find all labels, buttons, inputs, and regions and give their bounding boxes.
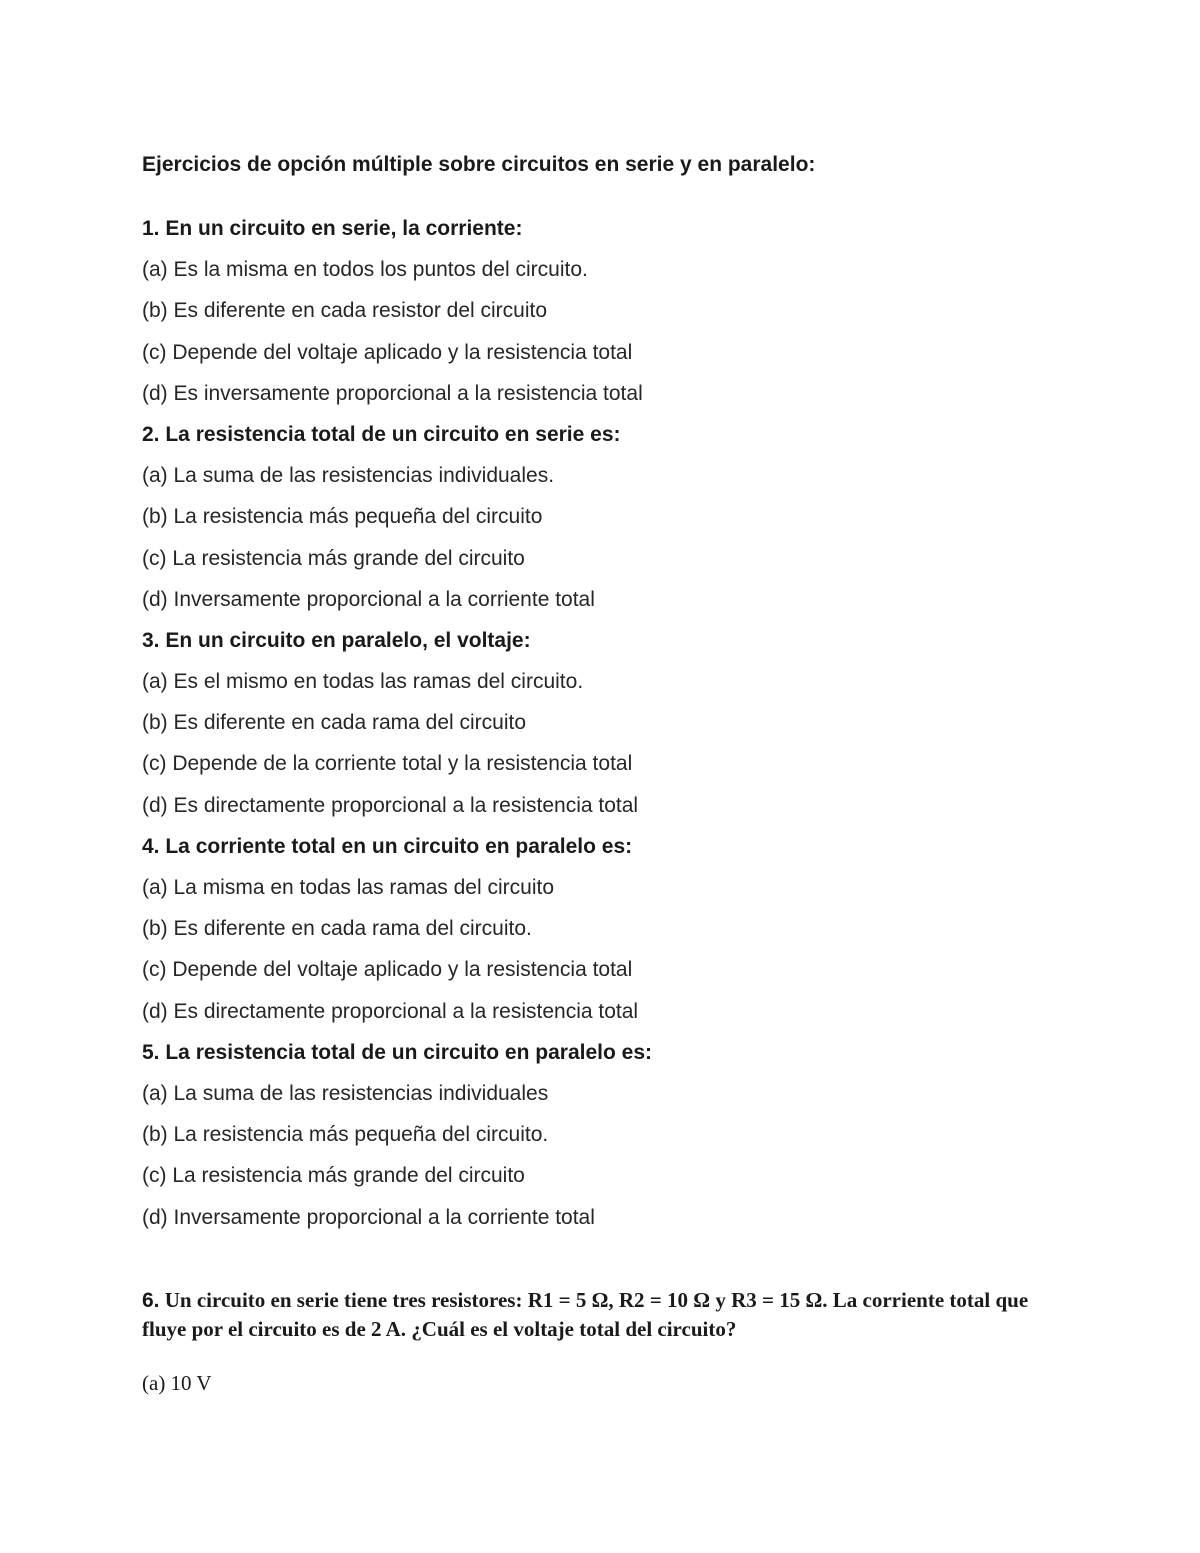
question-title: 3. En un circuito en paralelo, el voltaje:	[142, 628, 531, 652]
question-title: 1. En un circuito en serie, la corriente:	[142, 217, 523, 240]
question-4	[142, 832, 652, 1038]
option-b: (b) Es diferente en cada rama del circuito.	[142, 917, 532, 941]
option-c: (c) La resistencia más grande del circuito	[142, 546, 525, 570]
option-a: (a) La suma de las resistencias individuales	[142, 1081, 549, 1105]
question-1	[142, 214, 652, 420]
question-6-number: 6.	[142, 1289, 160, 1312]
option-b: (b) La resistencia más pequeña del circuito	[142, 505, 543, 529]
option-d: (d) Inversamente proporcional a la corriente total	[142, 1205, 595, 1229]
option-d: (d) Es directamente proporcional a la resistencia total	[142, 999, 639, 1023]
option-c: (c) Depende de la corriente total y la resistencia total	[142, 752, 633, 776]
option-c: (c) Depende del voltaje aplicado y la resistencia total	[142, 340, 633, 364]
option-b: (b) Es diferente en cada resistor del circuito	[142, 299, 548, 323]
document-title: Ejercicios de opción múltiple sobre circuitos en serie y en paralelo:	[142, 153, 816, 176]
option-b: (b) La resistencia más pequeña del circuito.	[142, 1123, 549, 1147]
option-c: (c) Depende del voltaje aplicado y la resistencia total	[142, 958, 633, 982]
question-2	[142, 420, 652, 626]
option-d: (d) Es inversamente proporcional a la resistencia total	[142, 381, 643, 405]
option-c: (c) La resistencia más grande del circuito	[142, 1164, 525, 1188]
option-d: (d) Inversamente proporcional a la corriente total	[142, 587, 595, 611]
option-d: (d) Es directamente proporcional a la resistencia total	[142, 793, 639, 817]
option-a: (a) Es la misma en todos los puntos del circuito.	[142, 258, 588, 282]
option-a: (a) La misma en todas las ramas del circuito	[142, 876, 554, 899]
question-title: 2. La resistencia total de un circuito en serie es:	[142, 422, 621, 446]
question-6	[142, 1286, 1062, 1344]
question-title: 4. La corriente total en un circuito en paralelo es:	[142, 834, 633, 858]
option-b: (b) Es diferente en cada rama del circuito	[142, 711, 527, 735]
option-a: (a) La suma de las resistencias individuales.	[142, 464, 555, 488]
question-6-text: Un circuito en serie tiene tres resistores: R1 = 5 Ω, R2 = 10 Ω y R3 = 15 Ω. La corriente total que fluye por el circuito es de 2 A. ¿Cuál es el voltaje total del circuito?	[142, 1288, 1029, 1341]
option-a: (a) Es el mismo en todas las ramas del circuito.	[142, 670, 584, 694]
question-5	[142, 1038, 652, 1244]
question-title: 5. La resistencia total de un circuito en paralelo es:	[142, 1040, 652, 1064]
question-3	[142, 626, 652, 832]
question-6-option-a: (a) 10 V	[142, 1371, 212, 1395]
question-list	[142, 214, 652, 1244]
